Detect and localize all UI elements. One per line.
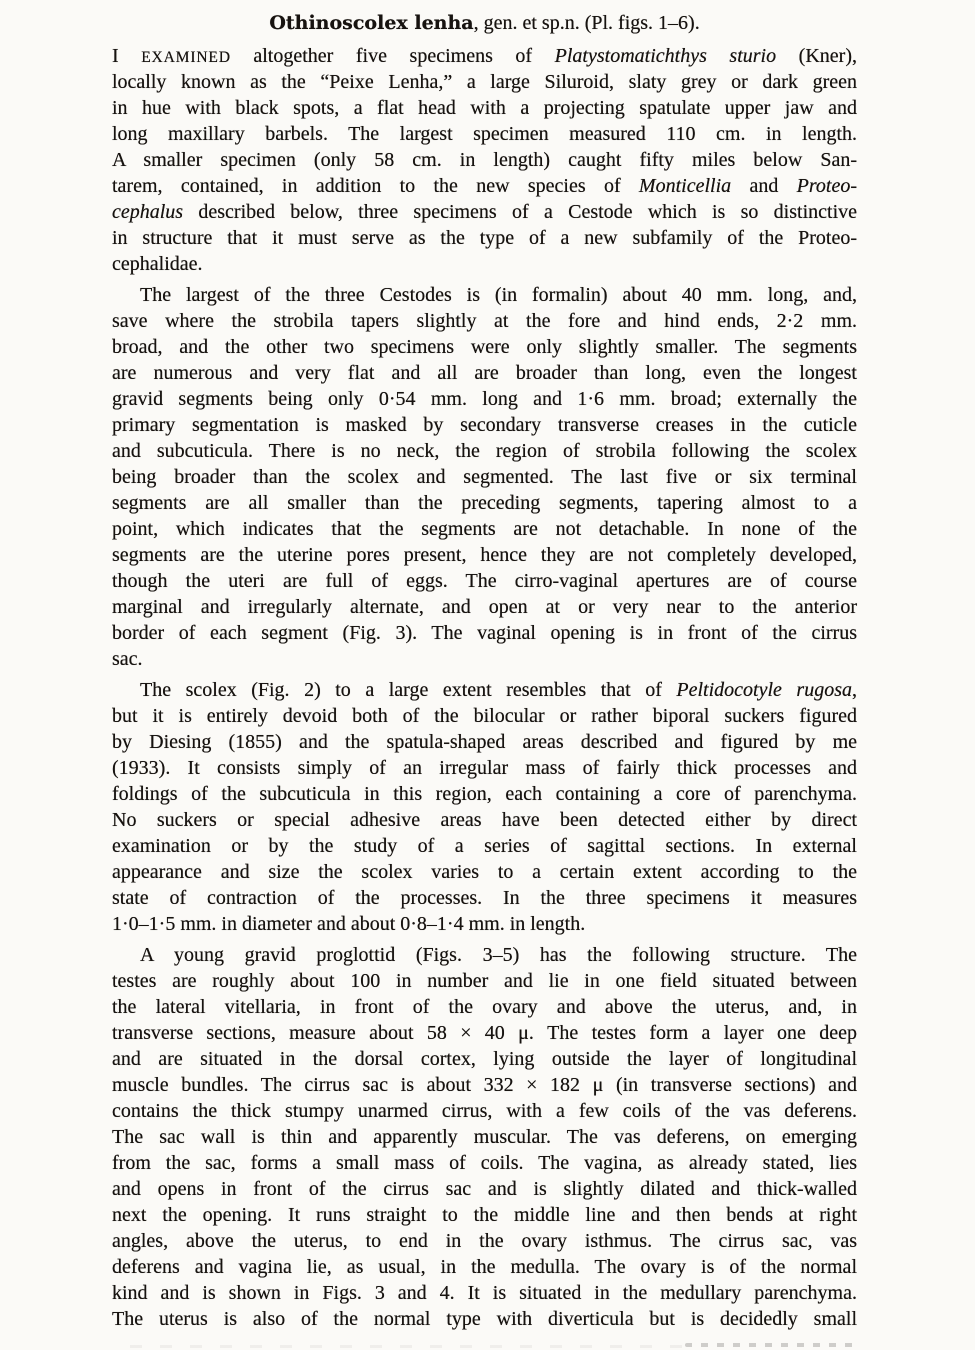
text-line: transverse sections, measure about 58 × 40 μ. The testes form a layer one deep [112, 1022, 857, 1044]
page-bottom-cutoff-artifact [685, 1343, 855, 1347]
italic-taxon: Platystomatichthys sturio [554, 45, 777, 67]
text-line: 1·0–1·5 mm. in diameter and about 0·8–1·4 mm. in length. [112, 913, 586, 935]
species-name-bold: Othinoscolex lenha [269, 12, 474, 34]
italic-taxon: Monticellia [638, 175, 732, 197]
paragraph [112, 677, 857, 937]
title-rest: , gen. et sp.n. (Pl. figs. 1–6). [473, 12, 700, 34]
text-line: muscle bundles. The cirrus sac is about 332 × 182 μ (in transverse sections) and [112, 1074, 857, 1096]
text-line: locally known as the “Peixe Lenha,” a large Siluroid, slaty grey or dark green [112, 71, 857, 93]
italic-taxon: Peltidocotyle rugosa [676, 679, 852, 701]
text-line: in hue with black spots, a flat head with a projecting spatulate upper jaw and [112, 97, 857, 119]
text-line: sac. [112, 648, 143, 670]
text-line: being broader than the scolex and segmented. The last five or six terminal [112, 466, 857, 488]
text-line: segments are all smaller than the preceding segments, tapering almost to a [112, 492, 857, 514]
text-line: contains the thick stumpy unarmed cirrus, with a few coils of the vas deferens. [112, 1100, 857, 1122]
text-line: A smaller specimen (only 58 cm. in length) caught fifty miles below San- [112, 149, 857, 171]
text-line: from the sac, forms a small mass of coils. The vagina, as already stated, lies [112, 1152, 857, 1174]
text-line: and subcuticula. There is no neck, the region of strobila following the scolex [112, 440, 857, 462]
text-line: broad, and the other two specimens were only slightly smaller. The segments [112, 336, 857, 358]
text-line: primary segmentation is masked by secondary transverse creases in the cuticle [112, 414, 857, 436]
text-line: examination or by the study of a series of sagittal sections. In external [112, 835, 857, 857]
smallcaps-word: EXAMINED [141, 49, 231, 66]
text-line: A young gravid proglottid (Figs. 3–5) has the following structure. The [140, 944, 857, 966]
text-line: by Diesing (1855) and the spatula-shaped areas described and figured by me [112, 731, 857, 753]
text-line: in structure that it must serve as the type of a new subfamily of the Proteo- [112, 227, 857, 249]
text-line: The sac wall is thin and apparently muscular. The vas deferens, on emerging [112, 1126, 857, 1148]
text-line: though the uteri are full of eggs. The cirro-vaginal apertures are of course [112, 570, 857, 592]
italic-taxon: cephalus [112, 201, 184, 223]
text-line: foldings of the subcuticula in this region, each containing a core of parenchyma. [112, 783, 857, 805]
paragraph [112, 282, 857, 672]
text-line: (1933). It consists simply of an irregular mass of fairly thick processes and [112, 757, 857, 779]
text-line: testes are roughly about 100 in number and lie in one field situated between [112, 970, 857, 992]
text-line: The uterus is also of the normal type with diverticula but is decidedly small [112, 1308, 857, 1330]
text-line: angles, above the uterus, to end in the ovary isthmus. The cirrus sac, vas [112, 1230, 857, 1252]
text-line: kind and is shown in Figs. 3 and 4. It is situated in the medullary parenchyma. [112, 1282, 857, 1304]
text-line: long maxillary barbels. The largest specimen measured 110 cm. in length. [112, 123, 857, 145]
text-line: The scolex (Fig. 2) to a large extent resembles that of Peltidocotyle rugosa, [140, 679, 857, 701]
article-body [112, 43, 857, 1332]
text-line: the lateral vitellaria, in front of the ovary and above the uterus, and, in [112, 996, 857, 1018]
article-title [112, 8, 857, 38]
text-line: border of each segment (Fig. 3). The vaginal opening is in front of the cirrus [112, 622, 857, 644]
paragraph [112, 43, 857, 277]
text-line: gravid segments being only 0·54 mm. long and 1·6 mm. broad; externally the [112, 388, 857, 410]
text-line: No suckers or special adhesive areas have been detected either by direct [112, 809, 857, 831]
text-line: I EXAMINED altogether five specimens of Platystomatichthys sturio (Kner), [112, 45, 857, 67]
text-line: and opens in front of the cirrus sac and is slightly dilated and thick-walled [112, 1178, 857, 1200]
text-line: next the opening. It runs straight to the middle line and then bends at right [112, 1204, 857, 1226]
italic-taxon: Proteo- [796, 175, 857, 197]
text-line: state of contraction of the processes. In the three specimens it measures [112, 887, 857, 909]
text-line: deferens and vagina lie, as usual, in the medulla. The ovary is of the normal [112, 1256, 857, 1278]
text-line: cephalus described below, three specimens of a Cestode which is so distinctive [112, 201, 857, 223]
text-line: cephalidae. [112, 253, 203, 275]
text-line: segments are the uterine pores present, hence they are not completely developed, [112, 544, 857, 566]
text-line: appearance and size the scolex varies to a certain extent according to the [112, 861, 857, 883]
text-line: but it is entirely devoid both of the bilocular or rather biporal suckers figured [112, 705, 857, 727]
page-bottom-smudge-artifact [130, 1345, 690, 1348]
text-line: save where the strobila tapers slightly at the fore and hind ends, 2·2 mm. [112, 310, 857, 332]
text-line: are numerous and very flat and all are broader than long, even the longest [112, 362, 857, 384]
text-line: and are situated in the dorsal cortex, lying outside the layer of longitudinal [112, 1048, 857, 1070]
text-line: tarem, contained, in addition to the new species of Monticellia and Proteo- [112, 175, 857, 197]
paragraph [112, 942, 857, 1332]
text-line: marginal and irregularly alternate, and open at or very near to the anterior [112, 596, 857, 618]
text-line: point, which indicates that the segments are not detachable. In none of the [112, 518, 857, 540]
text-line: The largest of the three Cestodes is (in formalin) about 40 mm. long, and, [140, 284, 857, 306]
